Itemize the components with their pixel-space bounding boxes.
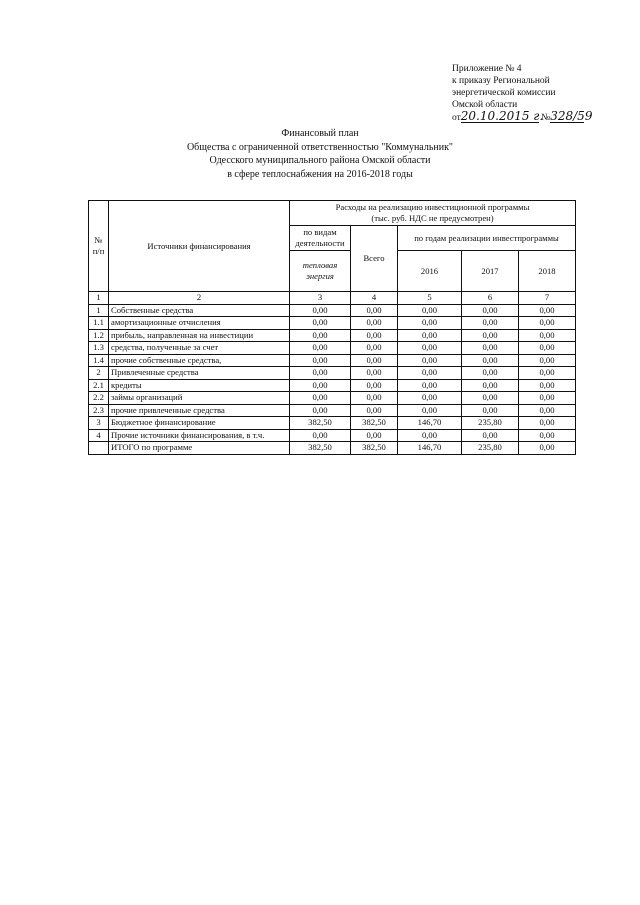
row-number: 2.1 bbox=[89, 379, 109, 392]
row-value-c3: 0,00 bbox=[290, 429, 351, 442]
header-num: № п/п bbox=[89, 201, 109, 292]
column-number: 7 bbox=[519, 292, 576, 305]
row-value-c5: 0,00 bbox=[398, 379, 462, 392]
row-value-c4: 382,50 bbox=[351, 417, 398, 430]
row-value-c5: 0,00 bbox=[398, 317, 462, 330]
table-row bbox=[89, 442, 576, 455]
table-row bbox=[89, 404, 576, 417]
table-row bbox=[89, 429, 576, 442]
row-source-name: Бюджетное финансирование bbox=[109, 417, 290, 430]
annex-line-1: Приложение № 4 bbox=[452, 64, 522, 74]
row-number: 1 bbox=[89, 304, 109, 317]
row-number: 1.2 bbox=[89, 329, 109, 342]
row-value-c3: 0,00 bbox=[290, 379, 351, 392]
row-value-c4: 0,00 bbox=[351, 379, 398, 392]
row-source-name: прочие привлеченные средства bbox=[109, 404, 290, 417]
row-value-c6: 0,00 bbox=[462, 392, 519, 405]
row-value-c3: 0,00 bbox=[290, 392, 351, 405]
handwritten-number: 328/59 bbox=[550, 109, 593, 123]
row-value-c4: 0,00 bbox=[351, 342, 398, 355]
row-value-c3: 382,50 bbox=[290, 417, 351, 430]
row-value-c7: 0,00 bbox=[519, 404, 576, 417]
table-row bbox=[89, 342, 576, 355]
annex-date-line bbox=[452, 109, 593, 124]
header-by-years: по годам реализации инвестпрограммы bbox=[398, 226, 576, 251]
number-prefix: № bbox=[541, 113, 551, 123]
annex-line-4: Омской области bbox=[452, 100, 518, 110]
handwritten-date: 20.10.2015 г. bbox=[460, 109, 544, 123]
row-value-c5: 0,00 bbox=[398, 367, 462, 380]
header-row-1 bbox=[89, 201, 576, 226]
row-value-c6: 0,00 bbox=[462, 367, 519, 380]
title-line-2: Общества с ограниченной ответственностью "Коммунальник" bbox=[186, 141, 454, 153]
row-value-c6: 0,00 bbox=[462, 317, 519, 330]
row-source-name: кредиты bbox=[109, 379, 290, 392]
row-value-c6: 0,00 bbox=[462, 329, 519, 342]
header-expenses bbox=[290, 201, 576, 226]
row-value-c5: 0,00 bbox=[398, 392, 462, 405]
table-row bbox=[89, 379, 576, 392]
row-source-name: прочие собственные средства, bbox=[109, 354, 290, 367]
row-number bbox=[89, 442, 109, 455]
row-value-c6: 0,00 bbox=[462, 404, 519, 417]
table-row bbox=[89, 329, 576, 342]
row-value-c5: 0,00 bbox=[398, 329, 462, 342]
header-by-activity: по видам деятельности bbox=[290, 226, 351, 251]
row-value-c7: 0,00 bbox=[519, 392, 576, 405]
row-value-c4: 382,50 bbox=[351, 442, 398, 455]
row-value-c7: 0,00 bbox=[519, 379, 576, 392]
row-value-c4: 0,00 bbox=[351, 329, 398, 342]
row-value-c6: 0,00 bbox=[462, 304, 519, 317]
title-line-3: Одесского муниципального района Омской области bbox=[209, 155, 431, 166]
row-source-name: Привлеченные средства bbox=[109, 367, 290, 380]
table-row bbox=[89, 417, 576, 430]
row-source-name: ИТОГО по программе bbox=[109, 442, 290, 455]
table-row bbox=[89, 392, 576, 405]
row-value-c3: 0,00 bbox=[290, 342, 351, 355]
row-number: 4 bbox=[89, 429, 109, 442]
column-number-row bbox=[89, 292, 576, 305]
row-value-c3: 0,00 bbox=[290, 354, 351, 367]
row-value-c7: 0,00 bbox=[519, 304, 576, 317]
annex-line-3: энергетической комиссии bbox=[452, 88, 556, 98]
row-value-c7: 0,00 bbox=[519, 442, 576, 455]
row-value-c7: 0,00 bbox=[519, 317, 576, 330]
row-value-c5: 0,00 bbox=[398, 342, 462, 355]
table-row bbox=[89, 317, 576, 330]
row-value-c3: 0,00 bbox=[290, 367, 351, 380]
table-row bbox=[89, 367, 576, 380]
row-value-c7: 0,00 bbox=[519, 367, 576, 380]
row-value-c3: 382,50 bbox=[290, 442, 351, 455]
row-value-c4: 0,00 bbox=[351, 429, 398, 442]
row-value-c3: 0,00 bbox=[290, 304, 351, 317]
column-number: 3 bbox=[290, 292, 351, 305]
column-number: 4 bbox=[351, 292, 398, 305]
row-number: 2.3 bbox=[89, 404, 109, 417]
row-value-c7: 0,00 bbox=[519, 429, 576, 442]
document-title bbox=[0, 127, 640, 181]
annex-line-2: к приказу Региональной bbox=[452, 76, 550, 86]
row-value-c6: 0,00 bbox=[462, 429, 519, 442]
row-number: 1.1 bbox=[89, 317, 109, 330]
row-value-c7: 0,00 bbox=[519, 342, 576, 355]
financial-plan-table bbox=[88, 200, 576, 455]
row-value-c4: 0,00 bbox=[351, 367, 398, 380]
row-value-c4: 0,00 bbox=[351, 317, 398, 330]
row-value-c7: 0,00 bbox=[519, 354, 576, 367]
header-thermal: тепловая энергия bbox=[290, 251, 351, 292]
title-line-4: в сфере теплоснабжения на 2016-2018 годы bbox=[227, 168, 413, 180]
row-number: 3 bbox=[89, 417, 109, 430]
header-expenses-line-2: (тыс. руб. НДС не предусмотрен) bbox=[371, 213, 494, 223]
row-value-c3: 0,00 bbox=[290, 404, 351, 417]
row-source-name: прибыль, направленная на инвестиции bbox=[109, 329, 290, 342]
row-source-name: средства, полученные за счет bbox=[109, 342, 290, 355]
row-value-c5: 0,00 bbox=[398, 354, 462, 367]
row-number: 1.4 bbox=[89, 354, 109, 367]
row-value-c4: 0,00 bbox=[351, 404, 398, 417]
row-value-c3: 0,00 bbox=[290, 329, 351, 342]
row-source-name: Прочие источники финансирования, в т.ч. bbox=[109, 429, 290, 442]
table-row bbox=[89, 304, 576, 317]
row-value-c6: 0,00 bbox=[462, 379, 519, 392]
row-number: 2 bbox=[89, 367, 109, 380]
row-value-c3: 0,00 bbox=[290, 317, 351, 330]
row-value-c6: 235,80 bbox=[462, 442, 519, 455]
row-value-c7: 0,00 bbox=[519, 329, 576, 342]
column-number: 2 bbox=[109, 292, 290, 305]
row-source-name: Собственные средства bbox=[109, 304, 290, 317]
date-prefix: от bbox=[452, 113, 461, 123]
header-2017: 2017 bbox=[462, 251, 519, 292]
row-value-c4: 0,00 bbox=[351, 354, 398, 367]
row-source-name: амортизационные отчисления bbox=[109, 317, 290, 330]
row-value-c4: 0,00 bbox=[351, 304, 398, 317]
row-value-c5: 0,00 bbox=[398, 429, 462, 442]
header-2016: 2016 bbox=[398, 251, 462, 292]
row-value-c5: 146,70 bbox=[398, 442, 462, 455]
row-value-c6: 0,00 bbox=[462, 354, 519, 367]
row-number: 2.2 bbox=[89, 392, 109, 405]
row-value-c7: 0,00 bbox=[519, 417, 576, 430]
annex-block bbox=[452, 63, 593, 124]
table-row bbox=[89, 354, 576, 367]
row-value-c5: 146,70 bbox=[398, 417, 462, 430]
row-number: 1.3 bbox=[89, 342, 109, 355]
column-number: 5 bbox=[398, 292, 462, 305]
column-number: 1 bbox=[89, 292, 109, 305]
column-number: 6 bbox=[462, 292, 519, 305]
row-source-name: займы организаций bbox=[109, 392, 290, 405]
row-value-c6: 0,00 bbox=[462, 342, 519, 355]
row-value-c4: 0,00 bbox=[351, 392, 398, 405]
header-2018: 2018 bbox=[519, 251, 576, 292]
row-value-c5: 0,00 bbox=[398, 404, 462, 417]
row-value-c6: 235,80 bbox=[462, 417, 519, 430]
row-value-c5: 0,00 bbox=[398, 304, 462, 317]
header-expenses-line-1: Расходы на реализацию инвестиционной программы bbox=[335, 202, 530, 212]
header-total: Всего bbox=[351, 226, 398, 292]
header-sources: Источники финансирования bbox=[109, 201, 290, 292]
title-line-1: Финансовый план bbox=[281, 128, 359, 139]
